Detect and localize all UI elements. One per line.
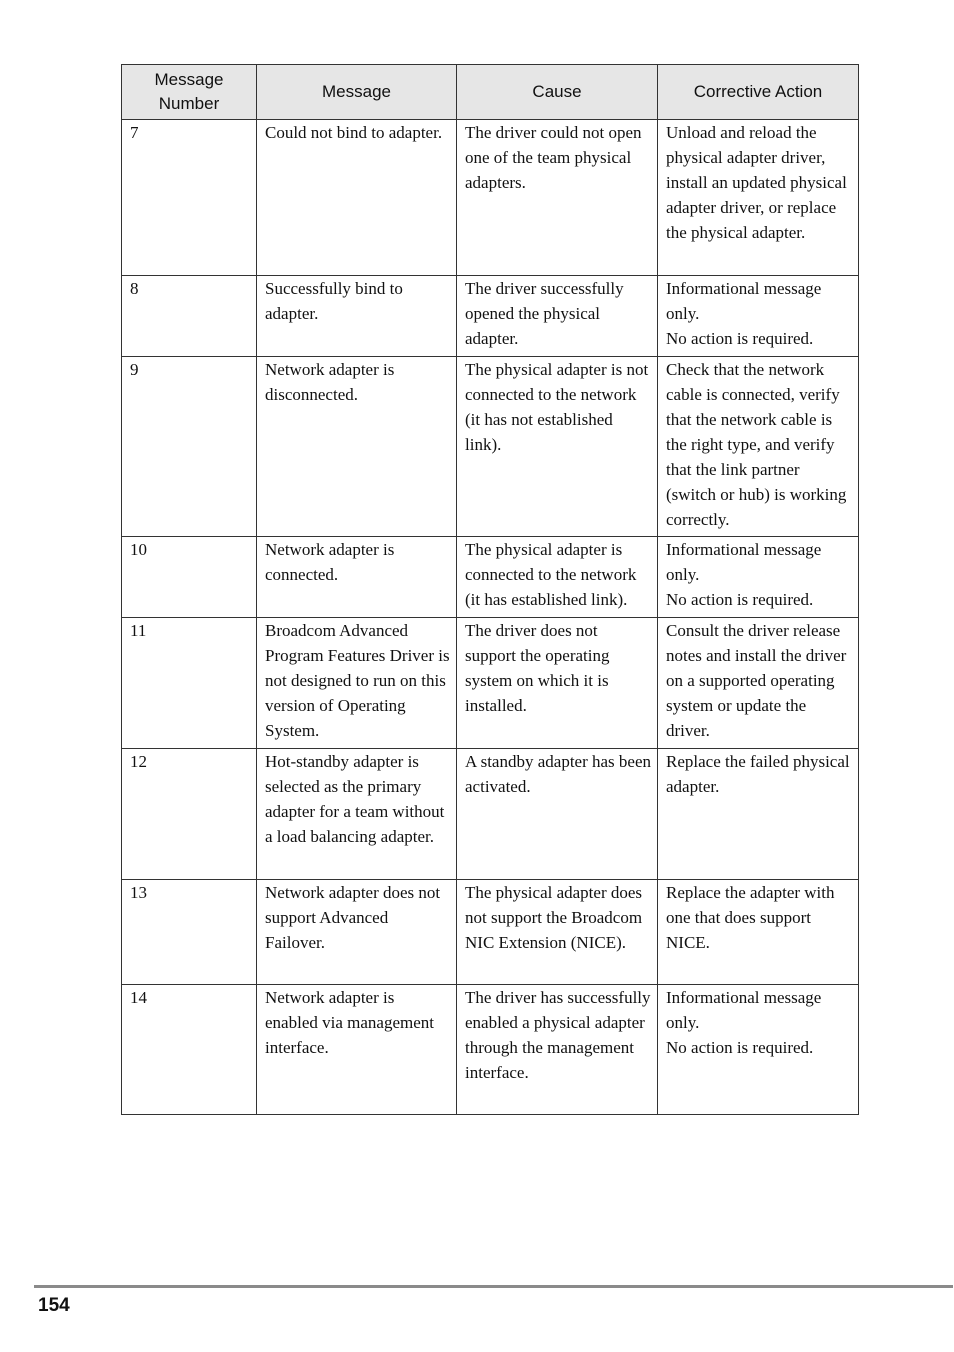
cell-corrective-action — [658, 276, 859, 357]
action-line: Replace the adapter with one that does support NICE. — [666, 883, 835, 952]
table-row — [122, 276, 859, 357]
page-number: 154 — [38, 1295, 70, 1316]
table-row — [122, 880, 859, 985]
table-row — [122, 120, 859, 276]
cell-message-number: 9 — [122, 357, 257, 537]
action-line: Consult the driver release notes and install the driver on a supported operating system or update the driver. — [666, 621, 847, 740]
table-header-row — [122, 65, 859, 120]
cell-corrective-action — [658, 880, 859, 985]
action-line: No action is required. — [666, 329, 814, 348]
cell-cause: The physical adapter does not support the Broadcom NIC Extension (NICE). — [457, 880, 658, 985]
cell-cause: The physical adapter is not connected to the network (it has not established link). — [457, 357, 658, 537]
action-line: Informational message only. — [666, 540, 822, 584]
table-row — [122, 357, 859, 537]
action-line: No action is required. — [666, 590, 814, 609]
cell-corrective-action — [658, 985, 859, 1115]
message-table — [121, 64, 859, 1115]
cell-message-number: 8 — [122, 276, 257, 357]
cell-message: Successfully bind to adapter. — [257, 276, 457, 357]
cell-corrective-action — [658, 618, 859, 749]
cell-cause: The driver could not open one of the team physical adapters. — [457, 120, 658, 276]
cell-message: Broadcom Advanced Program Features Driver is not designed to run on this version of Operating System. — [257, 618, 457, 749]
cell-message-number: 10 — [122, 537, 257, 618]
cell-message-number: 12 — [122, 749, 257, 880]
header-message-number: Message Number — [122, 65, 257, 120]
cell-cause: The driver does not support the operating system on which it is installed. — [457, 618, 658, 749]
cell-message-number: 14 — [122, 985, 257, 1115]
footer-divider — [34, 1285, 953, 1288]
table-row — [122, 749, 859, 880]
cell-message: Network adapter is enabled via management interface. — [257, 985, 457, 1115]
cell-corrective-action — [658, 120, 859, 276]
table-row — [122, 985, 859, 1115]
cell-message: Hot-standby adapter is selected as the primary adapter for a team without a load balancing adapter. — [257, 749, 457, 880]
cell-corrective-action — [658, 537, 859, 618]
cell-message: Could not bind to adapter. — [257, 120, 457, 276]
action-line: Unload and reload the physical adapter driver, install an updated physical adapter driver, or replace the physical adapter. — [666, 123, 847, 242]
action-line: No action is required. — [666, 1038, 814, 1057]
table-row — [122, 537, 859, 618]
header-corrective-action: Corrective Action — [658, 65, 859, 120]
action-line: Check that the network cable is connected, verify that the network cable is the right type, and verify that the link partner (switch or hub) is working correctly. — [666, 360, 847, 529]
cell-message: Network adapter is connected. — [257, 537, 457, 618]
cell-cause: The driver successfully opened the physical adapter. — [457, 276, 658, 357]
cell-cause: A standby adapter has been activated. — [457, 749, 658, 880]
cell-message: Network adapter does not support Advanced Failover. — [257, 880, 457, 985]
action-line: Informational message only. — [666, 988, 822, 1032]
header-message: Message — [257, 65, 457, 120]
cell-corrective-action — [658, 749, 859, 880]
table-row — [122, 618, 859, 749]
cell-message-number: 13 — [122, 880, 257, 985]
action-line: Replace the failed physical adapter. — [666, 752, 850, 796]
cell-corrective-action — [658, 357, 859, 537]
cell-cause: The driver has successfully enabled a physical adapter through the management interface. — [457, 985, 658, 1115]
cell-cause: The physical adapter is connected to the network (it has established link). — [457, 537, 658, 618]
cell-message-number: 11 — [122, 618, 257, 749]
action-line: Informational message only. — [666, 279, 822, 323]
cell-message-number: 7 — [122, 120, 257, 276]
header-cause: Cause — [457, 65, 658, 120]
cell-message: Network adapter is disconnected. — [257, 357, 457, 537]
